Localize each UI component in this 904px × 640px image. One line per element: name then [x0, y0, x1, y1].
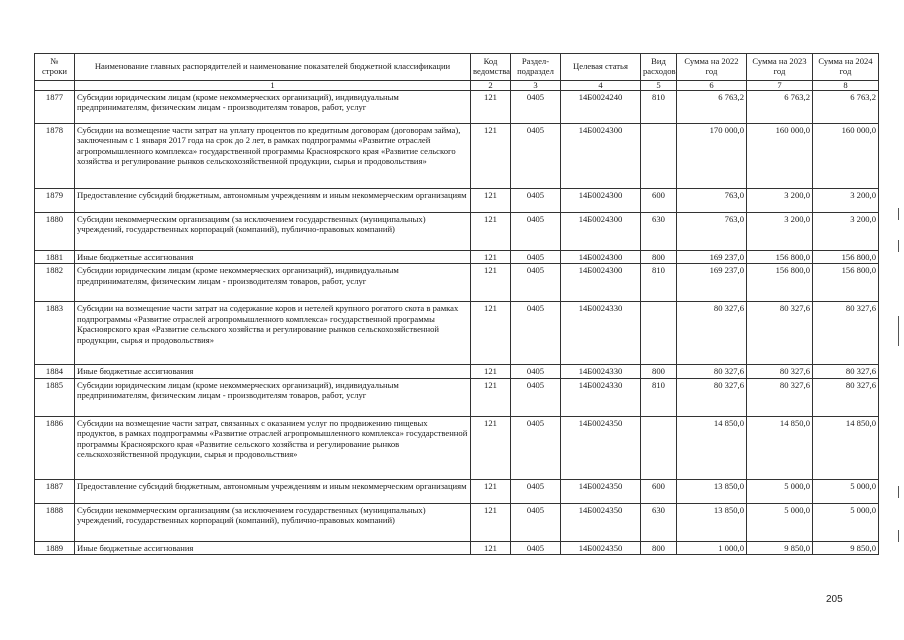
- row-sum-2024: 9 850,0: [813, 541, 879, 554]
- row-section: 0405: [511, 365, 561, 378]
- row-sum-2023: 6 763,2: [747, 91, 813, 124]
- row-dept: 121: [471, 479, 511, 503]
- row-dept: 121: [471, 541, 511, 554]
- table-row: [35, 91, 879, 124]
- header-exp-type: Вид расходов: [641, 54, 677, 81]
- row-number: 1879: [35, 189, 75, 213]
- table-row: [35, 378, 879, 416]
- row-number: 1884: [35, 365, 75, 378]
- header-section: Раздел-подраздел: [511, 54, 561, 81]
- row-name: Субсидии некоммерческим организациям (за исключением государственных (муниципальных) учреждений, государственных корпораций (компаний), публично-правовых компаний): [75, 213, 471, 251]
- row-sum-2024: 80 327,6: [813, 365, 879, 378]
- row-section: 0405: [511, 503, 561, 541]
- row-name: Субсидии юридическим лицам (кроме некоммерческих организаций), индивидуальным предпринимателям, физическим лицам - производителям товаров, работ, услуг: [75, 91, 471, 124]
- row-sum-2023: 160 000,0: [747, 124, 813, 189]
- table-row: [35, 365, 879, 378]
- table-body: [35, 91, 879, 555]
- row-number: 1881: [35, 251, 75, 264]
- row-dept: 121: [471, 91, 511, 124]
- row-exp-type: [641, 302, 677, 365]
- row-section: 0405: [511, 378, 561, 416]
- row-number: 1880: [35, 213, 75, 251]
- row-sum-2024: 14 850,0: [813, 416, 879, 479]
- column-number: 7: [747, 81, 813, 91]
- row-number: 1889: [35, 541, 75, 554]
- row-dept: 121: [471, 264, 511, 302]
- column-number-row: [35, 81, 879, 91]
- row-exp-type: 630: [641, 503, 677, 541]
- row-exp-type: 600: [641, 479, 677, 503]
- row-dept: 121: [471, 213, 511, 251]
- column-number: 8: [813, 81, 879, 91]
- row-name: Субсидии на возмещение части затрат на уплату процентов по кредитным договорам (договорам займа), заключенным с 1 января 2017 года на срок до 2 лет, в рамках подпрограммы «Развитие отраслей агропромышленного комплекса» государственной программы Красноярского края «Развитие сельского хозяйства и регулирование рынков сельскохозяйственной продукции, сырья и продовольствия»: [75, 124, 471, 189]
- table-row: [35, 124, 879, 189]
- row-dept: 121: [471, 124, 511, 189]
- row-sum-2022: 80 327,6: [677, 378, 747, 416]
- table-row: [35, 264, 879, 302]
- row-exp-type: 800: [641, 541, 677, 554]
- row-name: Субсидии юридическим лицам (кроме некоммерческих организаций), индивидуальным предпринимателям, физическим лицам - производителям товаров, работ, услуг: [75, 264, 471, 302]
- row-exp-type: 800: [641, 365, 677, 378]
- row-section: 0405: [511, 264, 561, 302]
- row-name: Субсидии на возмещение части затрат на содержание коров и нетелей крупного рогатого скота в рамках подпрограммы «Развитие отраслей агропромышленного комплекса» государственной программы Красноярского края «Развитие сельского хозяйства и регулирование рынков сельскохозяйственной продукции, сырья и продовольствия»: [75, 302, 471, 365]
- row-target: 14Б0024330: [561, 378, 641, 416]
- row-sum-2024: 156 800,0: [813, 251, 879, 264]
- row-exp-type: 800: [641, 251, 677, 264]
- row-sum-2023: 3 200,0: [747, 189, 813, 213]
- row-dept: 121: [471, 416, 511, 479]
- table-header: [35, 54, 879, 91]
- row-target: 14Б0024350: [561, 503, 641, 541]
- row-name: Субсидии на возмещение части затрат, связанных с оказанием услуг по продвижению пищевых продуктов, в рамках подпрограммы «Развитие отраслей агропромышленного комплекса» государственной программы Красноярского края «Развитие сельского хозяйства и регулирование рынков сельскохозяйственной продукции, сырья и продовольствия»: [75, 416, 471, 479]
- row-sum-2024: 156 800,0: [813, 264, 879, 302]
- row-name: Предоставление субсидий бюджетным, автономным учреждениям и иным некоммерческим организациям: [75, 189, 471, 213]
- scan-edge-mark: [898, 240, 899, 252]
- row-sum-2022: 169 237,0: [677, 251, 747, 264]
- row-sum-2022: 13 850,0: [677, 503, 747, 541]
- row-dept: 121: [471, 189, 511, 213]
- row-target: 14Б0024330: [561, 302, 641, 365]
- row-sum-2022: 80 327,6: [677, 365, 747, 378]
- row-exp-type: 600: [641, 189, 677, 213]
- row-sum-2023: 156 800,0: [747, 264, 813, 302]
- table-row: [35, 503, 879, 541]
- row-target: 14Б0024240: [561, 91, 641, 124]
- row-section: 0405: [511, 124, 561, 189]
- row-exp-type: 810: [641, 264, 677, 302]
- row-sum-2023: 14 850,0: [747, 416, 813, 479]
- row-exp-type: [641, 416, 677, 479]
- row-exp-type: [641, 124, 677, 189]
- row-section: 0405: [511, 213, 561, 251]
- row-target: 14Б0024300: [561, 264, 641, 302]
- row-target: 14Б0024300: [561, 189, 641, 213]
- row-target: 14Б0024300: [561, 213, 641, 251]
- row-sum-2022: 6 763,2: [677, 91, 747, 124]
- table-row: [35, 189, 879, 213]
- row-sum-2024: 5 000,0: [813, 503, 879, 541]
- row-section: 0405: [511, 416, 561, 479]
- row-name: Предоставление субсидий бюджетным, автономным учреждениям и иным некоммерческим организациям: [75, 479, 471, 503]
- row-sum-2022: 80 327,6: [677, 302, 747, 365]
- row-exp-type: 630: [641, 213, 677, 251]
- row-number: 1883: [35, 302, 75, 365]
- scan-edge-mark: [898, 530, 899, 542]
- column-number: 3: [511, 81, 561, 91]
- row-dept: 121: [471, 378, 511, 416]
- row-sum-2023: 80 327,6: [747, 365, 813, 378]
- row-sum-2024: 5 000,0: [813, 479, 879, 503]
- row-sum-2022: 1 000,0: [677, 541, 747, 554]
- header-name: Наименование главных распорядителей и наименование показателей бюджетной классификации: [75, 54, 471, 81]
- row-exp-type: 810: [641, 91, 677, 124]
- header-sum-2022: Сумма на 2022 год: [677, 54, 747, 81]
- scan-edge-mark: [898, 486, 899, 498]
- row-sum-2023: 80 327,6: [747, 302, 813, 365]
- row-section: 0405: [511, 189, 561, 213]
- row-dept: 121: [471, 503, 511, 541]
- header-target: Целевая статья: [561, 54, 641, 81]
- row-sum-2023: 9 850,0: [747, 541, 813, 554]
- column-number: 4: [561, 81, 641, 91]
- row-number: 1877: [35, 91, 75, 124]
- row-sum-2024: 3 200,0: [813, 213, 879, 251]
- column-number: 2: [471, 81, 511, 91]
- row-name: Иные бюджетные ассигнования: [75, 541, 471, 554]
- row-sum-2022: 763,0: [677, 213, 747, 251]
- row-sum-2024: 160 000,0: [813, 124, 879, 189]
- column-number: 5: [641, 81, 677, 91]
- table-row: [35, 416, 879, 479]
- row-sum-2023: 3 200,0: [747, 213, 813, 251]
- row-sum-2022: 169 237,0: [677, 264, 747, 302]
- row-sum-2023: 5 000,0: [747, 479, 813, 503]
- row-number: 1886: [35, 416, 75, 479]
- page-number: 205: [826, 594, 843, 605]
- row-number: 1887: [35, 479, 75, 503]
- row-exp-type: 810: [641, 378, 677, 416]
- row-section: 0405: [511, 302, 561, 365]
- row-target: 14Б0024330: [561, 365, 641, 378]
- column-number: 1: [75, 81, 471, 91]
- row-sum-2024: 6 763,2: [813, 91, 879, 124]
- row-sum-2022: 13 850,0: [677, 479, 747, 503]
- row-sum-2022: 763,0: [677, 189, 747, 213]
- row-target: 14Б0024350: [561, 541, 641, 554]
- row-dept: 121: [471, 302, 511, 365]
- header-sum-2023: Сумма на 2023 год: [747, 54, 813, 81]
- row-sum-2024: 80 327,6: [813, 302, 879, 365]
- row-sum-2022: 170 000,0: [677, 124, 747, 189]
- row-number: 1882: [35, 264, 75, 302]
- row-section: 0405: [511, 91, 561, 124]
- row-section: 0405: [511, 251, 561, 264]
- table-row: [35, 541, 879, 554]
- table-row: [35, 302, 879, 365]
- row-sum-2022: 14 850,0: [677, 416, 747, 479]
- row-number: 1885: [35, 378, 75, 416]
- row-dept: 121: [471, 365, 511, 378]
- column-number: [35, 81, 75, 91]
- scan-edge-mark: [898, 316, 899, 346]
- row-name: Иные бюджетные ассигнования: [75, 365, 471, 378]
- row-section: 0405: [511, 541, 561, 554]
- row-target: 14Б0024300: [561, 251, 641, 264]
- row-dept: 121: [471, 251, 511, 264]
- table-row: [35, 213, 879, 251]
- row-sum-2023: 5 000,0: [747, 503, 813, 541]
- row-sum-2024: 3 200,0: [813, 189, 879, 213]
- header-sum-2024: Сумма на 2024 год: [813, 54, 879, 81]
- row-section: 0405: [511, 479, 561, 503]
- row-sum-2023: 80 327,6: [747, 378, 813, 416]
- row-target: 14Б0024300: [561, 124, 641, 189]
- row-name: Субсидии некоммерческим организациям (за исключением государственных (муниципальных) учреждений, государственных корпораций (компаний), публично-правовых компаний): [75, 503, 471, 541]
- scan-edge-mark: [898, 208, 899, 220]
- row-name: Субсидии юридическим лицам (кроме некоммерческих организаций), индивидуальным предпринимателям, физическим лицам - производителям товаров, работ, услуг: [75, 378, 471, 416]
- row-sum-2023: 156 800,0: [747, 251, 813, 264]
- header-dept: Код ведомства: [471, 54, 511, 81]
- table-row: [35, 479, 879, 503]
- header-row-no: № строки: [35, 54, 75, 81]
- row-target: 14Б0024350: [561, 479, 641, 503]
- row-number: 1878: [35, 124, 75, 189]
- row-name: Иные бюджетные ассигнования: [75, 251, 471, 264]
- row-sum-2024: 80 327,6: [813, 378, 879, 416]
- row-target: 14Б0024350: [561, 416, 641, 479]
- table-row: [35, 251, 879, 264]
- budget-table: [34, 53, 879, 555]
- row-number: 1888: [35, 503, 75, 541]
- column-number: 6: [677, 81, 747, 91]
